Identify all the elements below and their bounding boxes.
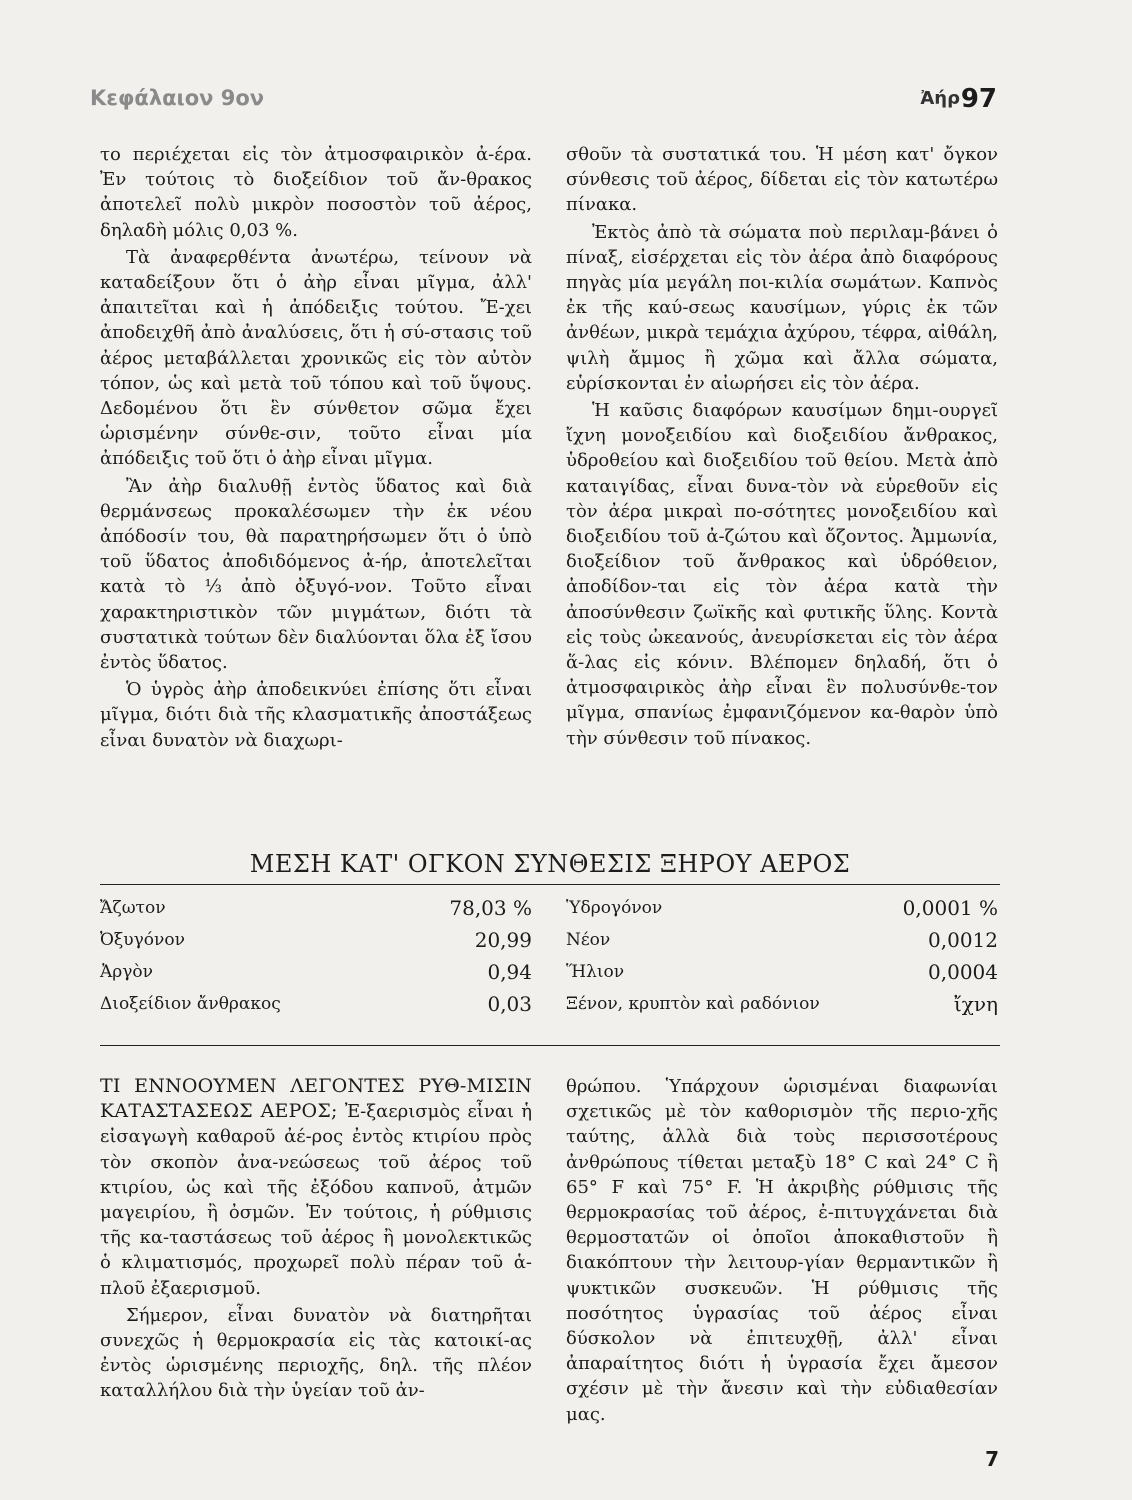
bottom-left-column: [100, 1074, 532, 1404]
gas-value: ἴχνη: [953, 992, 998, 1016]
bottom-right-column: [566, 1074, 998, 1427]
paragraph: Σήμερον, εἶναι δυνατὸν νὰ διατηρῆται συνεχῶς ἡ θερμοκρασία εἰς τὰς κατοικί-ας ἐντὸς ὡρισμένης περιοχῆς, δηλ. τῆς πλέον καταλλήλου διὰ τὴν ὑγείαν τοῦ ἀν-: [100, 1304, 532, 1402]
signature-number: 7: [985, 1447, 999, 1471]
table-bottom-rule: [100, 1045, 1000, 1046]
section-paragraph: [100, 1074, 532, 1301]
gas-value: 0,0004: [928, 960, 998, 984]
table-row: [100, 988, 532, 1020]
table-top-rule: [100, 884, 1000, 885]
gas-value: 0,0012: [928, 928, 998, 952]
table-row: [100, 956, 532, 988]
gas-value: 0,0001 %: [902, 896, 998, 920]
table-row: [566, 956, 998, 988]
gas-value: 0,94: [487, 960, 532, 984]
gas-name: Ἀργὸν: [100, 962, 154, 982]
gas-name: Ξένον, κρυπτὸν καὶ ραδόνιον: [566, 994, 820, 1014]
top-left-column: [100, 142, 532, 753]
running-head-chapter: Κεφάλαιον 9ον: [90, 86, 265, 110]
top-right-column: [566, 142, 998, 751]
gas-name: Ἥλιον: [566, 962, 625, 982]
gas-name: Διοξείδιον ἄνθρακος: [100, 994, 281, 1014]
table-row: [566, 924, 998, 956]
gas-name: Ἄζωτον: [100, 898, 166, 918]
paragraph: σθοῦν τὰ συστατικά του. Ἡ μέση κατ' ὄγκον σύνθεσις τοῦ ἀέρος, δίδεται εἰς τὸν κατωτέρω πίνακα.: [566, 144, 998, 216]
paragraph: Ἡ καῦσις διαφόρων καυσίμων δημι-ουργεῖ ἴχνη μονοξειδίου καὶ διοξειδίου ἄνθρακος, ὑδροθείου καὶ διοξειδίου τοῦ θείου. Μετὰ ἀπὸ καταιγίδας, εἶναι δυνα-τὸν νὰ εὑρεθοῦν εἰς τὸν ἀέρα μικραὶ πο-σότητες μονοξειδίου καὶ διοξειδίου τοῦ ἀ-ζώτου καὶ ὄζοντος. Ἀμμωνία, διοξείδιον τοῦ ἄνθρακος καὶ ὑδρόθειον, ἀποδίδον-ται εἰς τὸν ἀέρα κατὰ τὴν ἀποσύνθεσιν ζωϊκῆς καὶ φυτικῆς ὕλης. Κοντὰ εἰς τοὺς ὠκεανούς, ἀνευρίσκεται εἰς τὸν ἀέρα ἅ-λας εἰς κόνιν. Βλέπομεν δηλαδή, ὅτι ὁ ἀτμοσφαιρικὸς ἀὴρ εἶναι ἓν πολυσύνθε-τον μῖγμα, σπανίως ἐμφανιζόμενον κα-θαρὸν ὑπὸ τὴν σύνθεσιν τοῦ πίνακος.: [566, 400, 998, 749]
paragraph: Ὁ ὑγρὸς ἀὴρ ἀποδεικνύει ἐπίσης ὅτι εἶναι μῖγμα, διότι διὰ τῆς κλασματικῆς ἀποστάξεως εἶναι δυνατὸν νὰ διαχωρι-: [100, 679, 532, 751]
gas-value: 20,99: [474, 928, 532, 952]
composition-table-left: [100, 892, 532, 1020]
paragraph: Ἐκτὸς ἀπὸ τὰ σώματα ποὺ περιλαμ-βάνει ὁ πίναξ, εἰσέρχεται εἰς τὸν ἀέρα ἀπὸ διαφόρους πηγὰς μία μεγάλη ποι-κιλία σωμάτων. Καπνὸς ἐκ τῆς καύ-σεως καυσίμων, γύρις ἐκ τῶν ἀνθέων, μικρὰ τεμάχια ἀχύρου, τέφρα, αἰθάλη, ψιλὴ ἄμμος ἢ χῶμα καὶ ἄλλα σώματα, εὑρίσκονται ἐν αἰωρήσει εἰς τὸν ἀέρα.: [566, 221, 998, 394]
section-heading: ΤΙ ΕΝΝΟΟΥΜΕΝ ΛΕΓΟΝΤΕΣ ΡΥΘ-ΜΙΣΙΝ ΚΑΤΑΣΤΑΣΕΩΣ ΑΕΡΟΣ;: [100, 1075, 532, 1123]
composition-table-right: [566, 892, 998, 1020]
table-title: ΜΕΣΗ ΚΑΤ' ΟΓΚΟΝ ΣΥΝΘΕΣΙΣ ΞΗΡΟΥ ΑΕΡΟΣ: [249, 850, 851, 878]
paragraph: Ἂν ἀὴρ διαλυθῇ ἐντὸς ὕδατος καὶ διὰ θερμάνσεως προκαλέσωμεν τὴν ἐκ νέου ἀπόδοσίν του, θὰ παρατηρήσωμεν ὅτι ὁ ὑπὸ τοῦ ὕδατος ἀποδιδόμενος ἀ-ήρ, ἀποτελεῖται κατὰ τὸ ⅓ ἀπὸ ὀξυγό-νον. Τοῦτο εἶναι χαρακτηριστικὸν τῶν μιγμάτων, διότι τὰ συστατικὰ τούτων δὲν διαλύονται ὅλα ἐξ ἴσου ἐντὸς ὕδατος.: [100, 475, 532, 674]
gas-name: Ὀξυγόνον: [100, 930, 185, 950]
gas-value: 78,03 %: [449, 896, 532, 920]
table-row: [566, 988, 998, 1020]
running-head-section: Ἀήρ: [920, 88, 960, 109]
table-row: [100, 924, 532, 956]
gas-value: 0,03: [487, 992, 532, 1016]
gas-name: Νέον: [566, 930, 611, 950]
gas-name: Ὑδρογόνον: [566, 898, 663, 918]
page-number: 97: [960, 84, 997, 114]
table-row: [566, 892, 998, 924]
section-lead-text: Ἐ-ξαερισμὸς εἶναι ἡ εἰσαγωγὴ καθαροῦ ἀέ-ρος ἐντὸς κτιρίου πρὸς τὸν σκοπὸν ἀνα-νεώσεως τοῦ ἀέρος τοῦ κτιρίου, ὡς καὶ τῆς ἐξόδου καπνοῦ, ἀτμῶν μαγειρίου, ἢ ὀσμῶν. Ἐν τούτοις, ἡ ρύθμισις τῆς κα-ταστάσεως τοῦ ἀέρος ἢ μονολεκτικῶς ὁ κλιματισμός, προχωρεῖ πολὺ πέραν τοῦ ἁ-πλοῦ ἐξαερισμοῦ.: [100, 1101, 532, 1299]
paragraph: το περιέχεται εἰς τὸν ἀτμοσφαιρικὸν ἀ-έρα. Ἐν τούτοις τὸ διοξείδιον τοῦ ἄν-θρακος ἀποτελεῖ πολὺ μικρὸν ποσοστὸν τοῦ ἀέρος, δηλαδὴ μόλις 0,03 %.: [100, 144, 532, 241]
table-row: [100, 892, 532, 924]
paragraph: θρώπου. Ὑπάρχουν ὡρισμέναι διαφωνίαι σχετικῶς μὲ τὸν καθορισμὸν τῆς περιο-χῆς ταύτης, ἀλλὰ διὰ τοὺς περισσοτέρους ἀνθρώπους τίθεται μεταξὺ 18° C καὶ 24° C ἢ 65° F καὶ 75° F. Ἡ ἀκριβὴς ρύθμισις τῆς θερμοκρασίας τοῦ ἀέρος, ἐ-πιτυγχάνεται διὰ θερμοστατῶν οἱ ὁποῖοι ἀποκαθιστοῦν ἢ διακόπτουν τὴν λειτουρ-γίαν θερμαντικῶν ἢ ψυκτικῶν συσκευῶν. Ἡ ρύθμισις τῆς ποσότητος ὑγρασίας τοῦ ἀέρος εἶναι δύσκολον νὰ ἐπιτευχθῇ, ἀλλ' εἶναι ἀπαραίτητος διότι ἡ ὑγρασία ἔχει ἄμεσον σχέσιν μὲ τὴν ἄνεσιν καὶ τὴν εὐδιαθεσίαν μας.: [566, 1076, 998, 1425]
paragraph: Τὰ ἀναφερθέντα ἀνωτέρω, τείνουν νὰ καταδείξουν ὅτι ὁ ἀὴρ εἶναι μῖγμα, ἀλλ' ἀπαιτεῖται καὶ ἡ ἀπόδειξις τούτου. Ἔ-χει ἀποδειχθῆ ἀπὸ ἀναλύσεις, ὅτι ἡ σύ-στασις τοῦ ἀέρος μεταβάλλεται χρονικῶς εἰς τὸν αὐτὸν τόπον, ὡς καὶ μετὰ τοῦ τόπου καὶ τοῦ ὕψους. Δεδομένου ὅτι ἓν σύνθετον σῶμα ἔχει ὡρισμένην σύνθε-σιν, τοῦτο εἶναι μία ἀπόδειξις τοῦ ὅτι ὁ ἀὴρ εἶναι μῖγμα.: [100, 246, 532, 470]
